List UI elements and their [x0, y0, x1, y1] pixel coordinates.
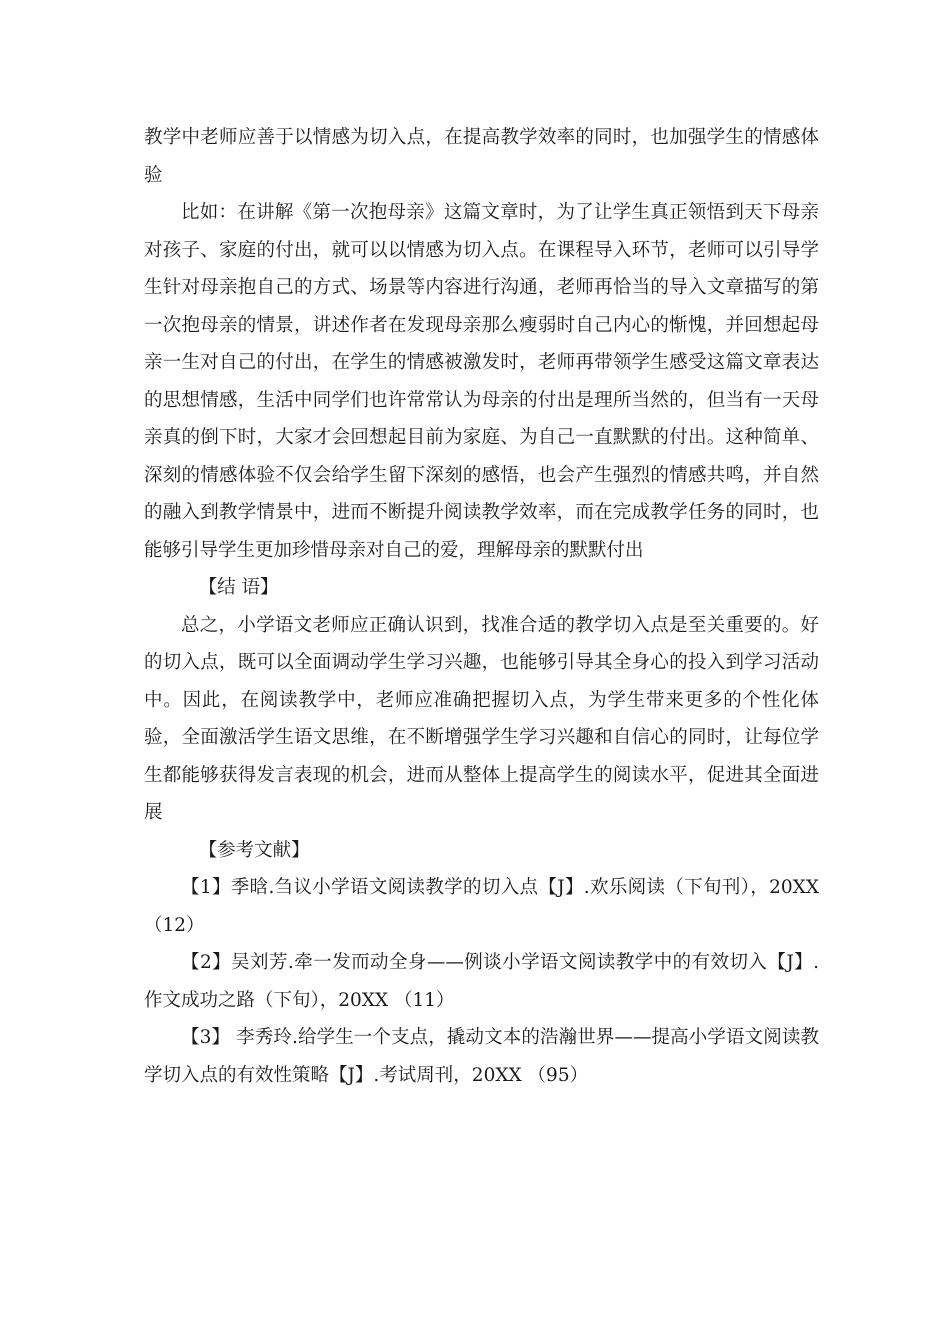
paragraph-example-mother: 比如：在讲解《第一次抱母亲》这篇文章时，为了让学生真正领悟到天下母亲对孩子、家庭的付出，就可以以情感为切入点。在课程导入环节，老师可以引导学生针对母亲抱自己的方式、场景等内容进行沟通，老师再恰当的导入文章描写的第一次抱母亲的情景，讲述作者在发现母亲那么瘦弱时自己内心的惭愧，并回想起母亲一生对自己的付出，在学生的情感被激发时，老师再带领学生感受这篇文章表达的思想情感，生活中同学们也许常常认为母亲的付出是理所当然的，但当有一天母亲真的倒下时，大家才会回想起目前为家庭、为自己一直默默的付出。这种简单、深刻的情感体验不仅会给学生留下深刻的感悟，也会产生强烈的情感共鸣，并自然的融入到教学情景中，进而不断提升阅读教学效率，而在完成教学任务的同时，也能够引导学生更加珍惜母亲对自己的爱，理解母亲的默默付出	[144, 202, 819, 561]
paragraph-emotion-intro: 教学中老师应善于以情感为切入点，在提高教学效率的同时，也加强学生的情感体验	[144, 127, 819, 186]
reference-item-2: 【2】吴刘芳.牵一发而动全身——例谈小学语文阅读教学中的有效切入【J】.作文成功之路（下旬），20XX （11）	[144, 952, 819, 1011]
document-body	[144, 119, 819, 1094]
heading-conclusion: 【结 语】	[198, 577, 279, 598]
heading-references: 【参考文献】	[198, 839, 310, 861]
paragraph-conclusion: 总之，小学语文老师应正确认识到，找准合适的教学切入点是至关重要的。好的切入点，既可以全面调动学生学习兴趣，也能够引导其全身心的投入到学习活动中。因此，在阅读教学中，老师应准确把握切入点，为学生带来更多的个性化体验，全面激活学生语文思维，在不断增强学生学习兴趣和自信心的同时，让每位学生都能够获得发言表现的机会，进而从整体上提高学生的阅读水平，促进其全面进展	[144, 614, 819, 823]
reference-item-1: 【1】季晗.刍议小学语文阅读教学的切入点【J】.欢乐阅读（下旬刊），20XX （12）	[144, 877, 819, 936]
reference-item-3: 【3】 李秀玲.给学生一个支点，撬动文本的浩瀚世界——提高小学语文阅读教学切入点的有效性策略【J】.考试周刊，20XX （95）	[144, 1027, 819, 1086]
